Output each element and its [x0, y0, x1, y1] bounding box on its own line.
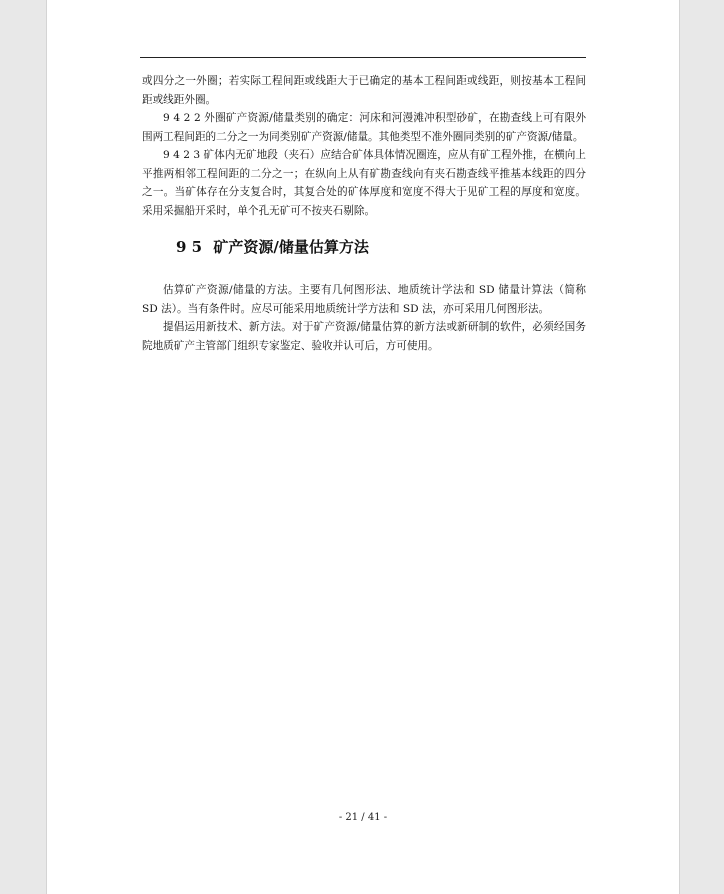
paragraph-9422: 9 4 2 2 外圈矿产资源/储量类别的确定：河床和河漫滩冲积型砂矿，在勘查线上可有限外围两工程间距的二分之一为同类别矿产资源/储量。其他类型不准外圈同类别的矿产资源/储量。 [142, 112, 586, 143]
paragraph-methods: 估算矿产资源/储量的方法。主要有几何图形法、地质统计学法和 SD 储量计算法（简称 SD 法）。当有条件时。应尽可能采用地质统计学方法和 SD 法，亦可采用几何图形法。 [142, 284, 586, 315]
paragraph-9423: 9 4 2 3 矿体内无矿地段（夹石）应结合矿体具体情况圈连，应从有矿工程外推，在横向上平推两相邻工程间距的二分之一；在纵向上从有矿勘查线向有夹石勘查线平推基本线距的四分之一。当矿体存在分支复合时，其复合处的矿体厚度和宽度不得大于见矿工程的厚度和宽度。采用采掘船开采时，单个孔无矿可不按夹石剔除。 [142, 149, 586, 217]
document-page [46, 0, 680, 894]
page-number: - 21 / 41 - [338, 812, 388, 823]
page-content [142, 72, 586, 355]
paragraph-new-methods: 提倡运用新技术、新方法。对于矿产资源/储量估算的新方法或新研制的软件，必须经国务院地质矿产主管部门组织专家鉴定、验收并认可后，方可使用。 [142, 321, 586, 352]
section-number: 9 5 [176, 238, 203, 256]
section-heading [176, 237, 586, 257]
paragraph-continuation: 或四分之一外圈；若实际工程间距或线距大于已确定的基本工程间距或线距，则按基本工程间距或线距外圈。 [142, 75, 586, 106]
section-title: 矿产资源/储量估算方法 [213, 238, 369, 256]
header-rule [140, 57, 586, 58]
